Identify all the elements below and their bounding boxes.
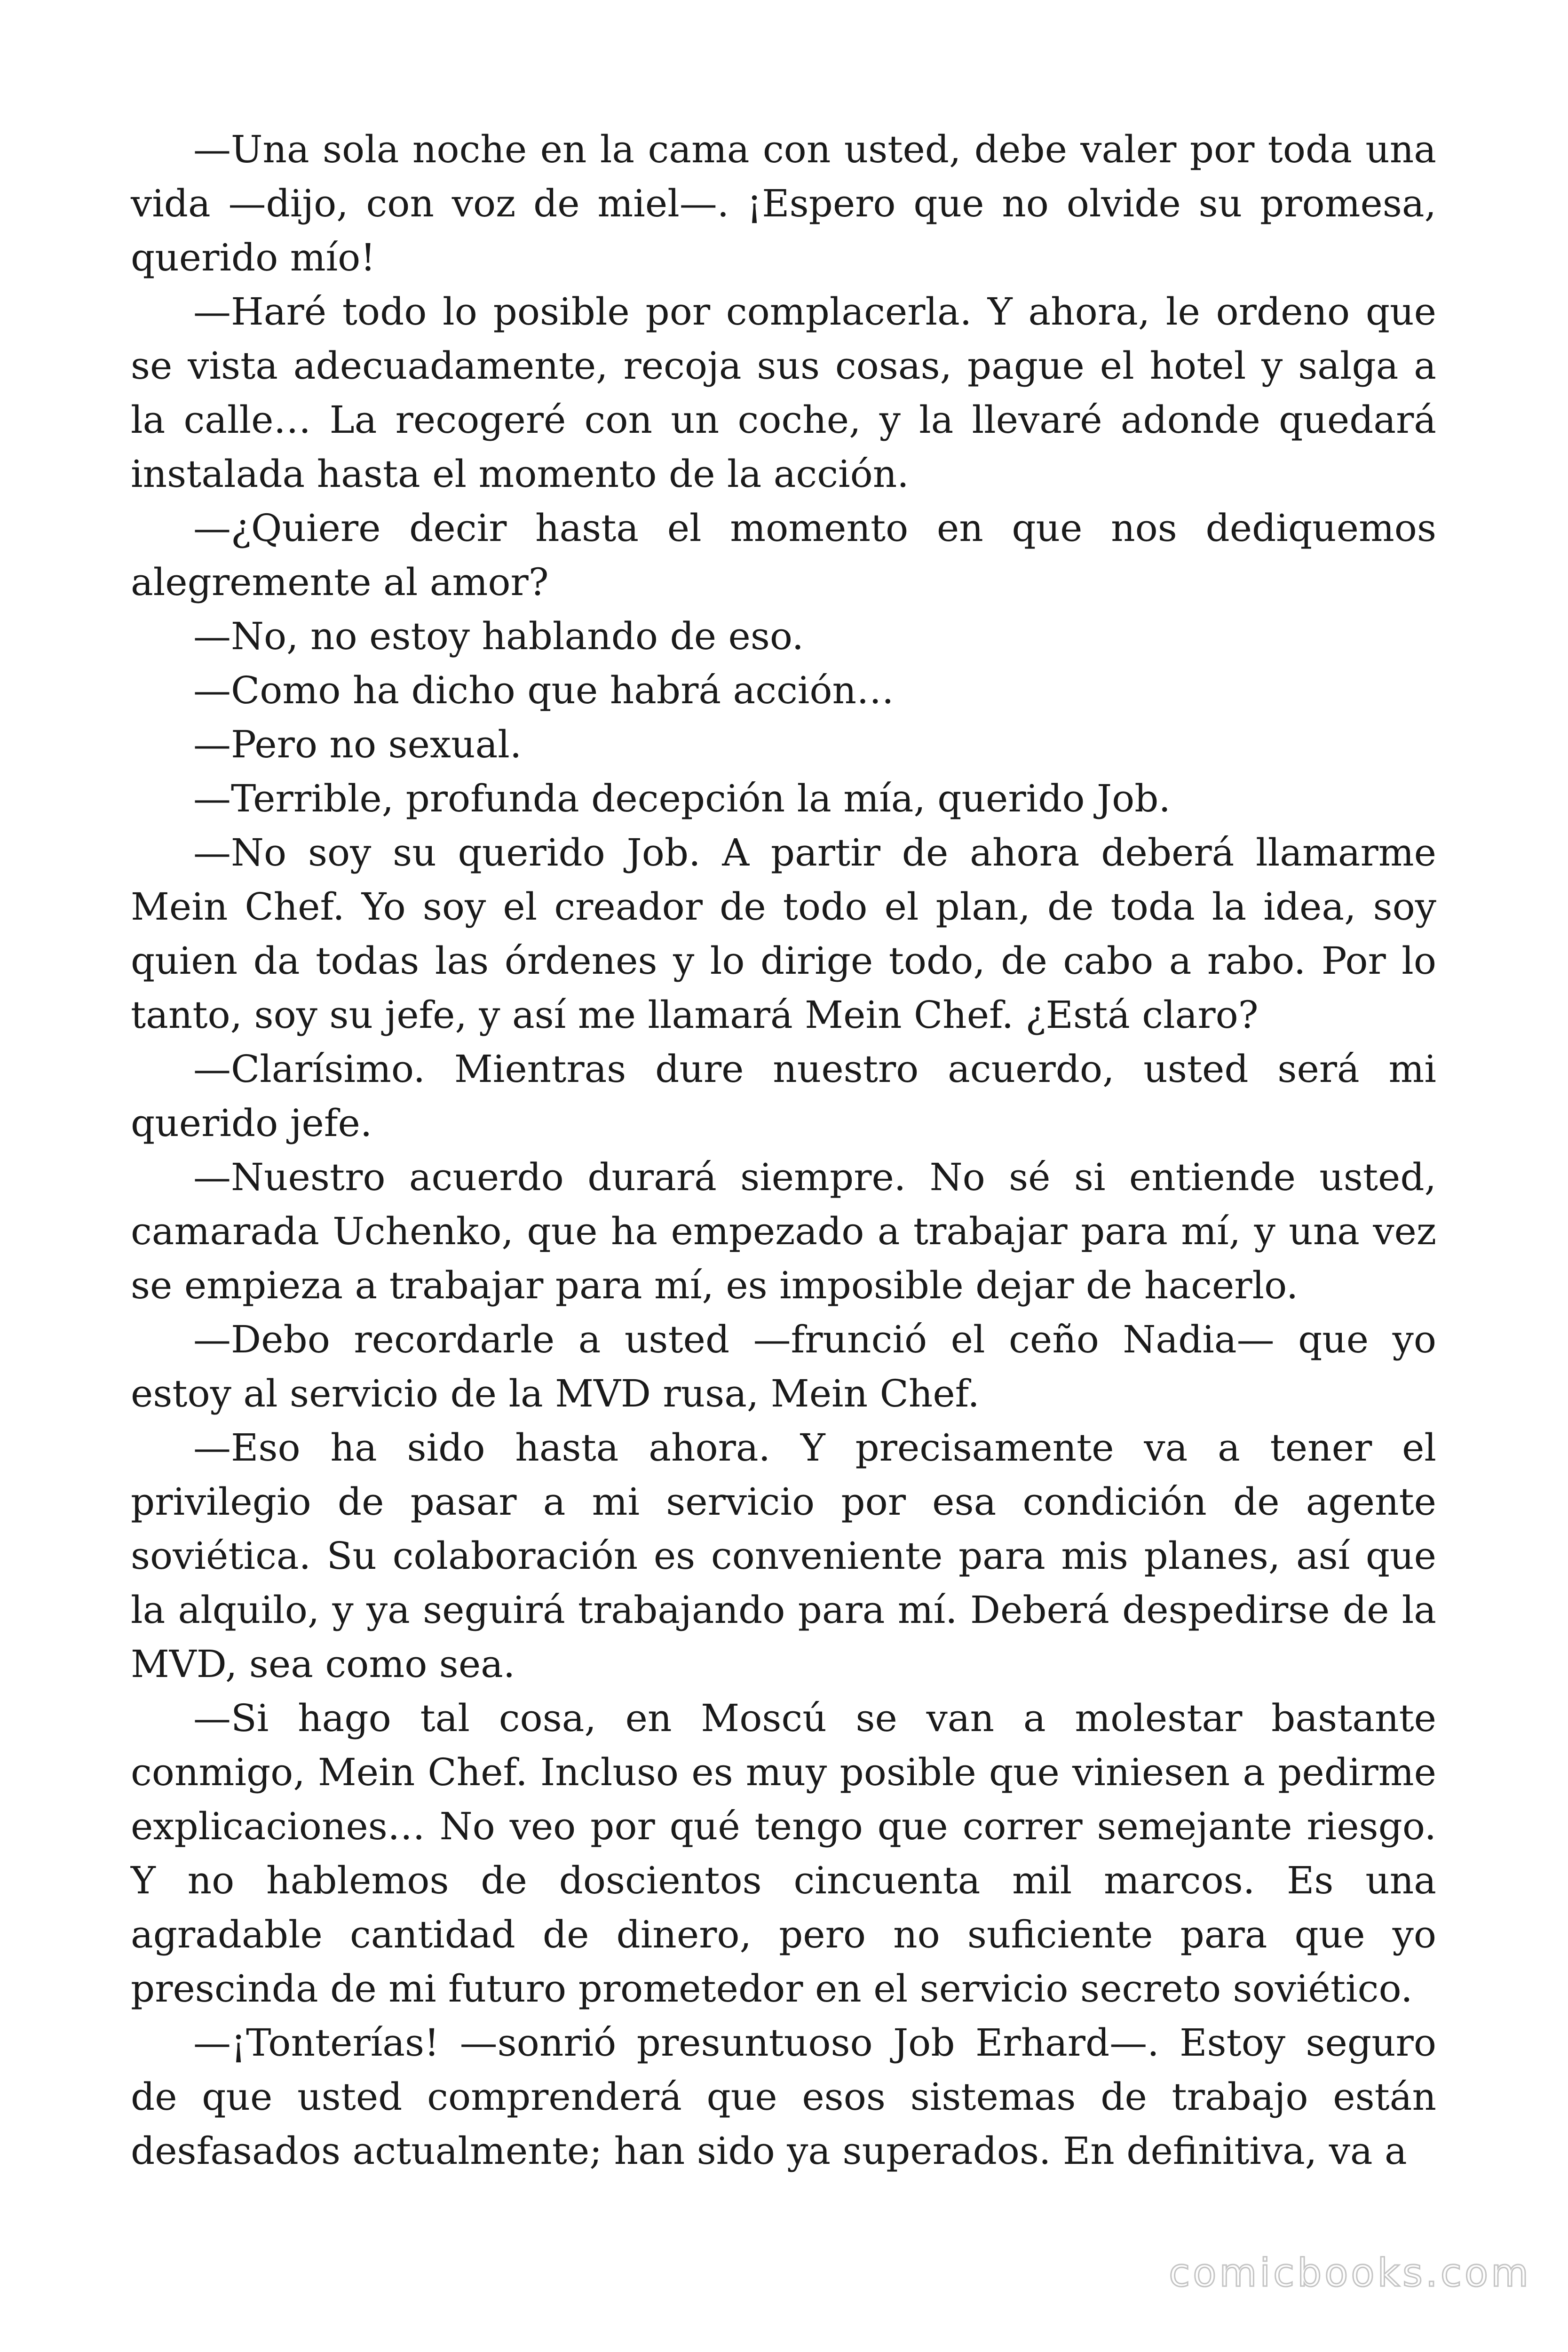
paragraph-3: —¿Quiere decir hasta el momento en que nos dediquemos alegremente al amor? <box>131 506 1436 604</box>
paragraph-4: —No, no estoy hablando de eso. <box>193 614 804 658</box>
body-text <box>131 122 1436 2178</box>
watermark-text: comicbooks.com <box>1169 2251 1531 2296</box>
paragraph-13: —Si hago tal cosa, en Moscú se van a molestar bastante conmigo, Mein Chef. Incluso es muy posible que viniesen a pedirme explicaciones… No veo por qué tengo que correr semejante riesgo. Y no hablemos de doscientos cincuenta mil marcos. Es una agradable cantidad de dinero, pero no suficiente para que yo prescinda de mi futuro prometedor en el servicio secreto soviético. <box>131 1696 1436 2010</box>
paragraph-2: —Haré todo lo posible por complacerla. Y ahora, le ordeno que se vista adecuadamente, recoja sus cosas, pague el hotel y salga a la calle… La recogeré con un coche, y la llevaré adonde quedará instalada hasta el momento de la acción. <box>131 290 1436 496</box>
paragraph-7: —Terrible, profunda decepción la mía, querido Job. <box>193 777 1171 820</box>
paragraph-12: —Eso ha sido hasta ahora. Y precisamente va a tener el privilegio de pasar a mi servicio por esa condición de agente soviética. Su colaboración es conveniente para mis planes, así que la alquilo, y ya seguirá trabajando para mí. Deberá despedirse de la MVD, sea como sea. <box>131 1426 1436 1686</box>
paragraph-5: —Como ha dicho que habrá acción… <box>193 668 895 712</box>
paragraph-10: —Nuestro acuerdo durará siempre. No sé si entiende usted, camarada Uchenko, que ha empezado a trabajar para mí, y una vez se empieza a trabajar para mí, es imposible dejar de hacerlo. <box>131 1155 1436 1307</box>
paragraph-9: —Clarísimo. Mientras dure nuestro acuerdo, usted será mi querido jefe. <box>131 1047 1436 1145</box>
paragraph-14: —¡Tonterías! —sonrió presuntuoso Job Erhard—. Estoy seguro de que usted comprenderá que esos sistemas de trabajo están desfasados actualmente; han sido ya superados. En definitiva, va a <box>131 2021 1436 2173</box>
paragraph-8: —No soy su querido Job. A partir de ahora deberá llamarme Mein Chef. Yo soy el creador de todo el plan, de toda la idea, soy quien da todas las órdenes y lo dirige todo, de cabo a rabo. Por lo tanto, soy su jefe, y así me llamará Mein Chef. ¿Está claro? <box>131 831 1436 1037</box>
paragraph-11: —Debo recordarle a usted —frunció el ceño Nadia— que yo estoy al servicio de la MVD rusa, Mein Chef. <box>131 1318 1436 1415</box>
paragraph-6: —Pero no sexual. <box>193 723 522 766</box>
paragraph-1: —Una sola noche en la cama con usted, debe valer por toda una vida —dijo, con voz de miel—. ¡Espero que no olvide su promesa, querido mío! <box>131 127 1436 279</box>
